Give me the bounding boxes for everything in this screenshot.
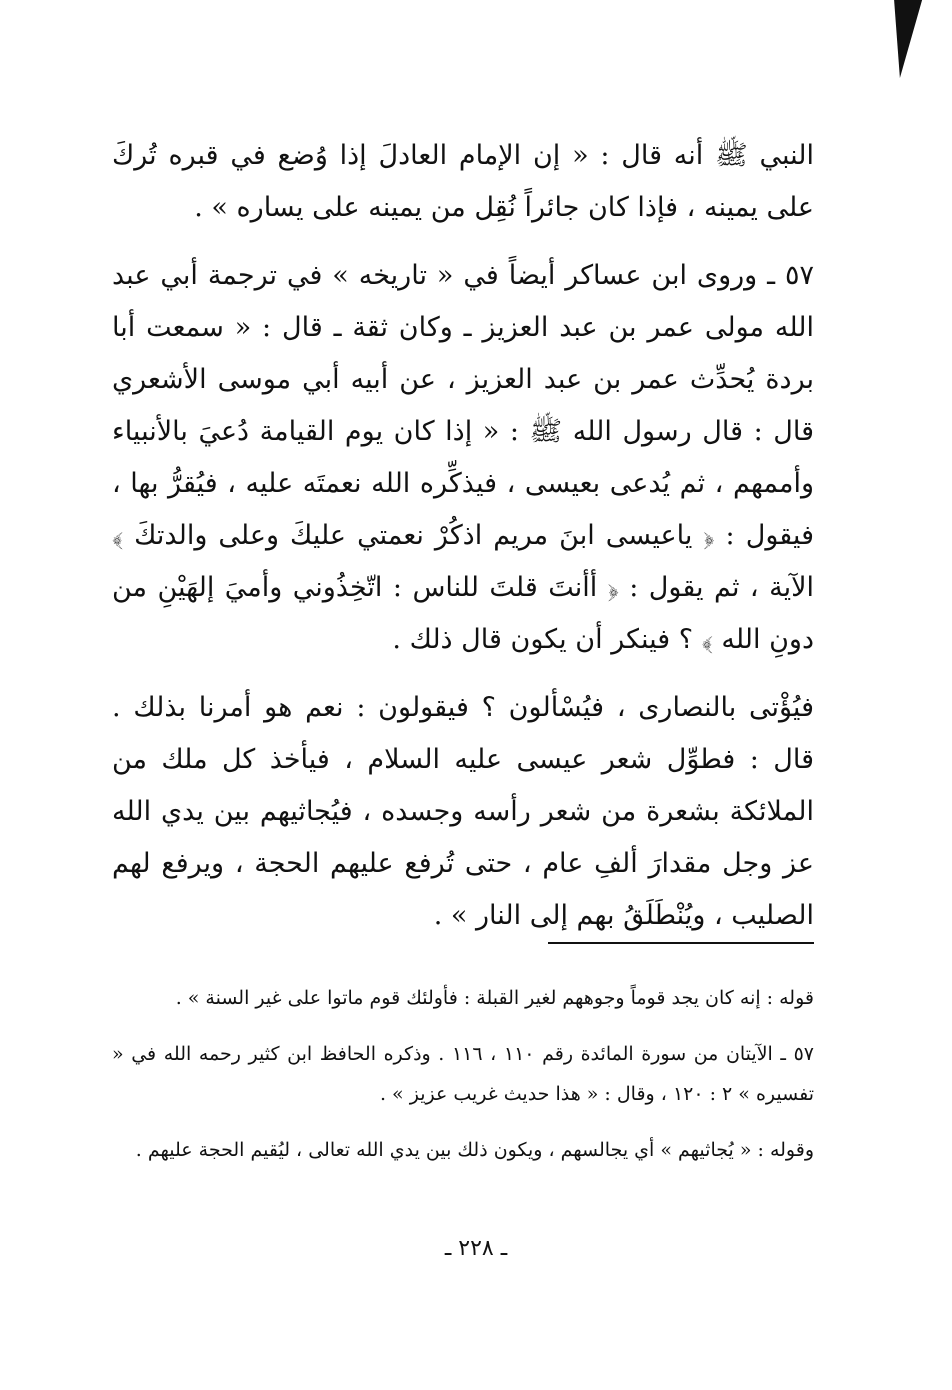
footnote-1: قوله : إنه كان يجد قوماً وجوههم لغير القبلة : فأولئك قوم ماتوا على غير السنة » . [175, 987, 814, 1009]
footnote-2: ٥٧ ـ الآيتان من سورة المائدة رقم ١١٠ ، ١١٦ . وذكره الحافظ ابن كثير رحمه الله في « تفسيره » ٢ : ١٢٠ ، وقال : « هذا حديث غريب عزيز » . [112, 1043, 814, 1105]
paragraph-3: فيُؤْتى بالنصارى ، فيُسْألون ؟ فيقولون : نعم هو أمرنا بذلك . قال : فطوِّل شعر عيسى عليه السلام ، فيأخذ كل ملك من الملائكة بشعرة من شعر رأسه وجسده ، فيُجاثيهم بين يدي الله عز وجل مقدارَ ألفِ عام ، حتى تُرفع عليهم الحجة ، ويرفع لهم الصليب ، ويُنْطَلَقُ بهم إلى النار » . [112, 692, 814, 931]
footnotes [112, 978, 814, 1186]
paragraph-2: ٥٧ ـ وروى ابن عساكر أيضاً في « تاريخه » في ترجمة أبي عبد الله مولى عمر بن عبد العزيز ـ وكان ثقة ـ قال : « سمعت أبا بردة يُحدِّث عمر بن عبد العزيز ، عن أبيه أبي موسى الأشعري قال : قال رسول الله ﷺ : « إذا كان يوم القيامة دُعيَ بالأنبياء وأممهم ، ثم يُدعى بعيسى ، فيذكِّره الله نعمتَه عليه ، فيُقرُّ بها ، فيقول : ﴿ ياعيسى ابنَ مريم اذكُرْ نعمتي عليكَ وعلى والدتكَ ﴾ الآية ، ثم يقول : ﴿ أأنتَ قلتَ للناس : اتّخِذُوني وأميَ إلهَيْنِ من دونِ الله ﴾ ؟ فينكر أن يكون قال ذلك . [112, 260, 814, 655]
paragraph-1: النبي ﷺ أنه قال : « إن الإمام العادلَ إذا وُضع في قبره تُركَ على يمينه ، فإذا كان جائراً نُقِل من يمينه على يساره » . [112, 140, 814, 223]
main-text [112, 130, 814, 958]
page-number: ـ ٢٢٨ ـ [444, 1236, 508, 1261]
footnote-separator [548, 942, 814, 944]
page-corner-mark [886, 0, 922, 78]
footnote-3: وقوله : « يُجاثيهم » أي يجالسهم ، ويكون ذلك بين يدي الله تعالى ، ليُقيم الحجة عليهم . [135, 1139, 814, 1161]
